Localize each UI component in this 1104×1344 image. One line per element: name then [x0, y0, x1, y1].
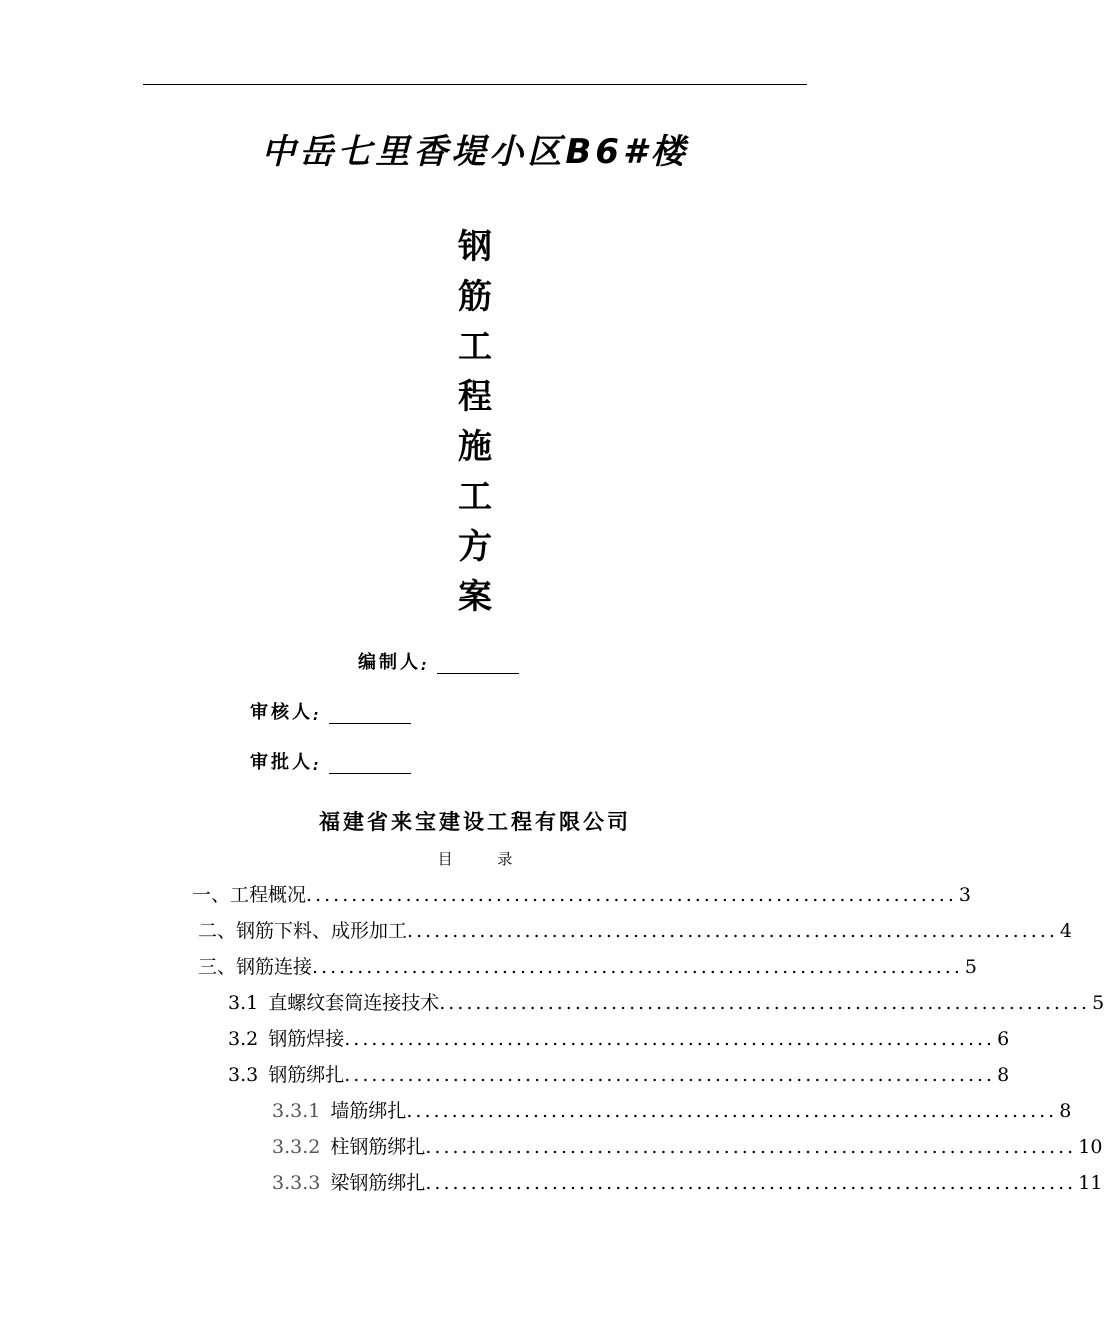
toc-entry[interactable] — [272, 1096, 1072, 1126]
toc-leader: ........................................................................ — [344, 1064, 996, 1086]
toc-page: 11 — [1078, 1172, 1103, 1194]
toc-page: 6 — [997, 1028, 1010, 1050]
compiler-label: 编制人 — [358, 652, 421, 673]
toc-leader: ........................................................................ — [312, 956, 963, 978]
approver-label: 审批人 — [250, 752, 313, 773]
toc-page: 5 — [1092, 992, 1104, 1014]
toc-number: 3.3.3 — [272, 1172, 321, 1194]
toc-text: 墙筋绑扎 — [330, 1100, 407, 1122]
toc-leader: ........................................................................ — [439, 992, 1091, 1014]
title-char: 程 — [458, 377, 492, 417]
toc-entry[interactable] — [228, 1060, 1010, 1090]
toc-entry[interactable] — [272, 1132, 1103, 1162]
title-char: 工 — [458, 477, 492, 517]
compiler-blank — [437, 655, 519, 674]
toc-title: 目 录 — [437, 850, 533, 868]
title-char: 筋 — [458, 277, 492, 317]
title-char: 案 — [458, 577, 492, 617]
toc-number: 3.3.1 — [272, 1100, 321, 1122]
toc-page: 4 — [1059, 920, 1072, 942]
toc-number: 3.2 — [228, 1028, 259, 1050]
toc-text: 工程概况 — [230, 884, 307, 906]
reviewer-blank — [329, 705, 411, 724]
company-name: 福建省来宝建设工程有限公司 — [319, 810, 631, 834]
title-char: 钢 — [458, 227, 492, 267]
reviewer-colon: : — [313, 708, 319, 724]
toc-entry[interactable] — [228, 988, 1104, 1018]
toc-leader: ........................................................................ — [425, 1172, 1077, 1194]
toc-leader: ........................................................................ — [344, 1028, 996, 1050]
compiler-colon: : — [421, 658, 427, 674]
title-char: 方 — [458, 527, 492, 567]
toc-number: 三、 — [198, 956, 237, 978]
reviewer-signature — [250, 698, 411, 724]
toc-entry[interactable] — [198, 952, 977, 982]
toc-number: 二、 — [198, 920, 237, 942]
toc-page: 8 — [1059, 1100, 1072, 1122]
toc-entry[interactable] — [192, 880, 971, 910]
toc-number: 一、 — [192, 884, 231, 906]
toc-entry[interactable] — [228, 1024, 1010, 1054]
toc-text: 梁钢筋绑扎 — [330, 1172, 426, 1194]
toc-number: 3.3.2 — [272, 1136, 321, 1158]
toc-page: 10 — [1078, 1136, 1103, 1158]
toc-leader: ........................................................................ — [306, 884, 957, 906]
toc-text: 钢筋下料、成形加工 — [236, 920, 408, 942]
toc-leader: ........................................................................ — [406, 1100, 1058, 1122]
title-char: 施 — [458, 427, 492, 467]
approver-signature — [250, 748, 411, 774]
document-title — [440, 222, 510, 622]
compiler-signature — [358, 648, 519, 674]
toc-leader: ........................................................................ — [407, 920, 1058, 942]
toc-text: 直螺纹套筒连接技术 — [268, 992, 440, 1014]
title-char: 工 — [458, 327, 492, 367]
toc-number: 3.1 — [228, 992, 259, 1014]
toc-page: 3 — [958, 884, 971, 906]
approver-blank — [329, 755, 411, 774]
approver-colon: : — [313, 758, 319, 774]
toc-text: 钢筋绑扎 — [268, 1064, 345, 1086]
toc-text: 钢筋焊接 — [268, 1028, 345, 1050]
toc-text: 柱钢筋绑扎 — [330, 1136, 426, 1158]
reviewer-label: 审核人 — [250, 702, 313, 723]
toc-number: 3.3 — [228, 1064, 259, 1086]
header-rule — [143, 84, 807, 85]
toc-entry[interactable] — [272, 1168, 1103, 1198]
project-title: 中岳七里香堤小区B6#楼 — [261, 132, 689, 172]
toc-text: 钢筋连接 — [236, 956, 313, 978]
toc-leader: ........................................................................ — [425, 1136, 1077, 1158]
toc-entry[interactable] — [198, 916, 1072, 946]
toc-page: 8 — [997, 1064, 1010, 1086]
toc-page: 5 — [964, 956, 977, 978]
